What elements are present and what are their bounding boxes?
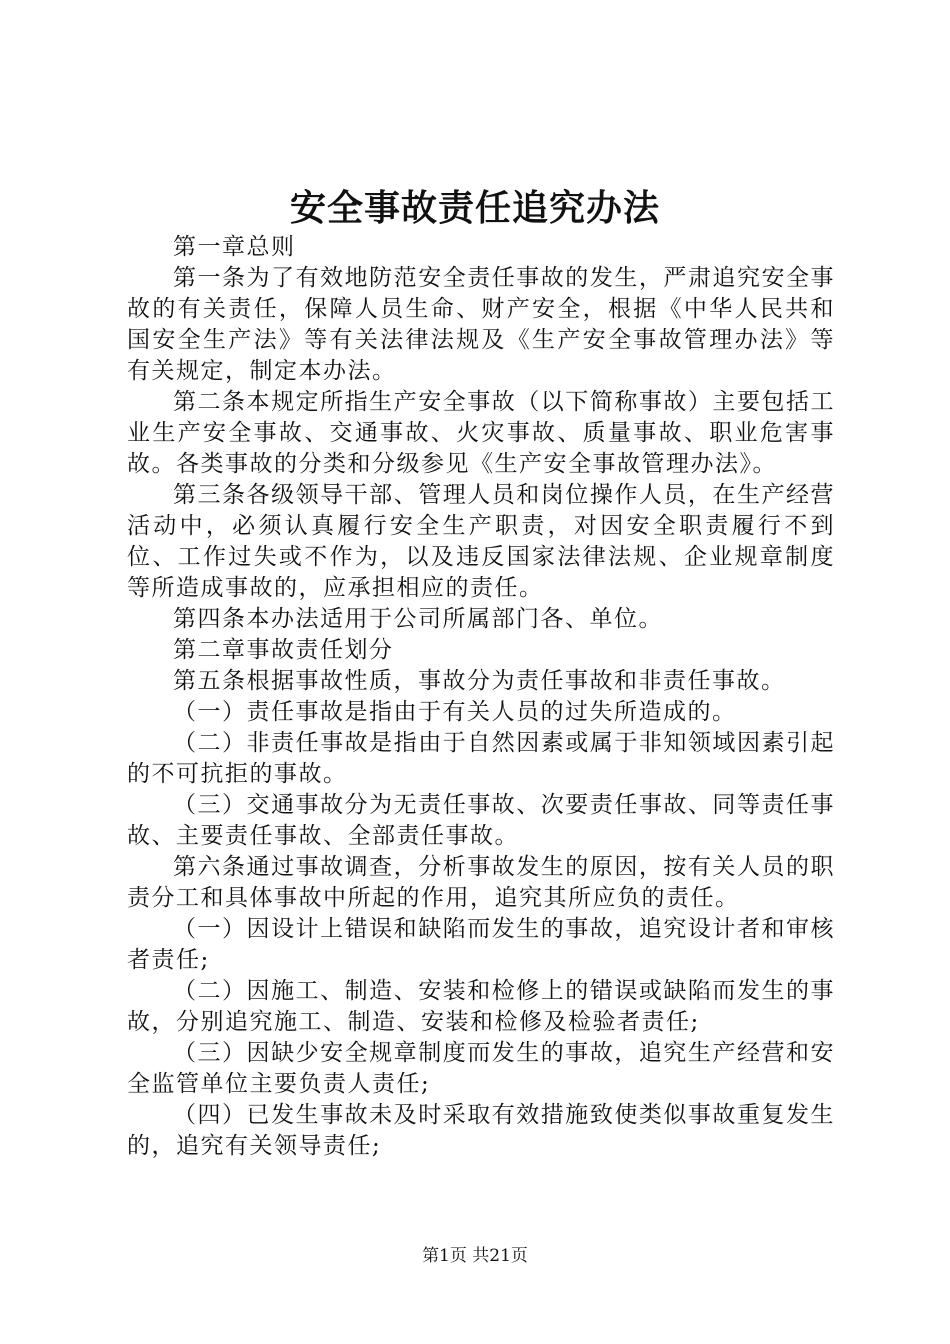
document-body: [127, 232, 835, 1162]
document-title: 安全事故责任追究办法: [289, 187, 660, 229]
clause-paragraph: （二）因施工、制造、安装和检修上的错误或缺陷而发生的事故，分别追究施工、制造、安装和检修及检验者责任;: [127, 978, 835, 1035]
clause-paragraph: （四）已发生事故未及时采取有效措施致使类似事故重复发生的，追究有关领导责任;: [127, 1102, 835, 1159]
article-paragraph: 第二条本规定所指生产安全事故（以下简称事故）主要包括工业生产安全事故、交通事故、火灾事故、质量事故、职业危害事故。各类事故的分类和分级参见《生产安全事故管理办法》。: [127, 389, 835, 477]
article-paragraph: 第四条本办法适用于公司所属部门各、单位。: [173, 606, 663, 632]
clause-paragraph: （三）交通事故分为无责任事故、次要责任事故、同等责任事故、主要责任事故、全部责任事故。: [127, 792, 835, 849]
clause-paragraph: （二）非责任事故是指由于自然因素或属于非知领域因素引起的不可抗拒的事故。: [127, 730, 835, 787]
clause-paragraph: （三）因缺少安全规章制度而发生的事故，追究生产经营和安全监管单位主要负责人责任;: [127, 1040, 835, 1097]
article-paragraph: 第三条各级领导干部、管理人员和岗位操作人员，在生产经营活动中，必须认真履行安全生产职责，对因安全职责履行不到位、工作过失或不作为，以及违反国家法律法规、企业规章制度等所造成事故的，应承担相应的责任。: [127, 482, 835, 601]
clause-paragraph: （一）责任事故是指由于有关人员的过失所造成的。: [173, 699, 737, 725]
page-footer: 第1页 共21页: [422, 1246, 528, 1266]
chapter-heading: 第二章事故责任划分: [173, 637, 394, 663]
article-paragraph: 第六条通过事故调查，分析事故发生的原因，按有关人员的职责分工和具体事故中所起的作用，追究其所应负的责任。: [127, 854, 835, 911]
article-paragraph: 第一条为了有效地防范安全责任事故的发生，严肃追究安全事故的有关责任，保障人员生命、财产安全，根据《中华人民共和国安全生产法》等有关法律法规及《生产安全事故管理办法》等有关规定，制定本办法。: [127, 265, 835, 384]
article-paragraph: 第五条根据事故性质，事故分为责任事故和非责任事故。: [173, 668, 786, 694]
chapter-heading: 第一章总则: [173, 234, 296, 260]
clause-paragraph: （一）因设计上错误和缺陷而发生的事故，追究设计者和审核者责任;: [127, 916, 835, 973]
